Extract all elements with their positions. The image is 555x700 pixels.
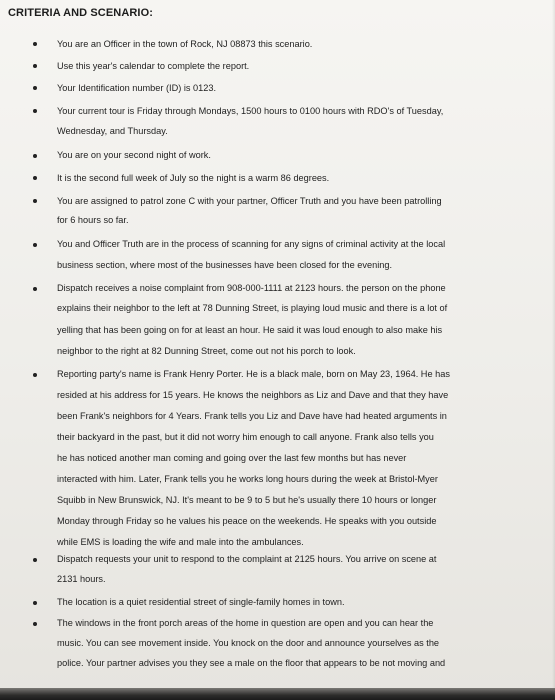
bottom-edge-shadow — [0, 688, 555, 700]
list-item-line: The windows in the front porch areas of the home in question are open and you can hear the — [57, 618, 434, 628]
list-item-line: while EMS is loading the wife and male into the ambulances. — [57, 537, 304, 547]
list-item-line: Wednesday, and Thursday. — [57, 126, 168, 136]
list-item-line: neighbor to the right at 82 Dunning Street, come out not his porch to look. — [57, 346, 356, 356]
list-item-line: The location is a quiet residential street of single-family homes in town. — [57, 597, 345, 607]
bullet-marker — [33, 373, 37, 377]
bullet-marker — [33, 42, 37, 46]
list-item-line: Dispatch receives a noise complaint from 908-000-1111 at 2123 hours. the person on the phone — [57, 283, 446, 293]
bullet-marker — [33, 558, 37, 562]
list-item-line: It is the second full week of July so the night is a warm 86 degrees. — [57, 173, 330, 183]
list-item-line: yelling that has been going on for at least an hour. He said it was loud enough to also make his — [57, 325, 443, 335]
bullet-marker — [33, 622, 37, 626]
list-item-line: Squibb in New Brunswick, NJ. It's meant to be 9 to 5 but he's usually there 10 hours or longer — [57, 495, 437, 505]
list-item-line: You are assigned to patrol zone C with your partner, Officer Truth and you have been patrolling — [57, 196, 442, 206]
list-item-line: been Frank's neighbors for 4 Years. Frank tells you Liz and Dave have had heated arguments in — [57, 411, 447, 421]
list-item-line: explains their neighbor to the left at 78 Dunning Street, is playing loud music and there is a lot of — [57, 303, 448, 313]
list-item-line: Your current tour is Friday through Mondays, 1500 hours to 0100 hours with RDO's of Tuesday, — [57, 106, 444, 116]
list-item-line: Dispatch requests your unit to respond to the complaint at 2125 hours. You arrive on scene at — [57, 554, 437, 564]
bullet-marker — [33, 243, 37, 247]
bullet-marker — [33, 601, 37, 605]
list-item-line: interacted with him. Later, Frank tells you he works long hours during the week at Bristol-Myer — [57, 474, 438, 484]
bullet-marker — [33, 86, 37, 90]
list-item-line: music. You can see movement inside. You knock on the door and announce yourselves as the — [57, 638, 440, 648]
list-item-line: their backyard in the past, but it did not worry him enough to call anyone. Frank also tells you — [57, 432, 434, 442]
list-item-line: Monday through Friday so he values his peace on the weekends. He speaks with you outside — [57, 516, 437, 526]
bullet-marker — [33, 154, 37, 158]
list-item-line: resided at his address for 15 years. He knows the neighbors as Liz and Dave and that they have — [57, 390, 449, 400]
list-item-line: police. Your partner advises you they see a male on the floor that appears to be not moving and — [57, 658, 446, 668]
list-item-line: Your Identification number (ID) is 0123. — [57, 83, 216, 93]
bullet-marker — [33, 199, 37, 203]
list-item-line: business section, where most of the businesses have been closed for the evening. — [57, 260, 393, 270]
list-item-line: You and Officer Truth are in the process of scanning for any signs of criminal activity at the local — [57, 239, 446, 249]
bullet-marker — [33, 176, 37, 180]
list-item-line: Reporting party's name is Frank Henry Porter. He is a black male, born on May 23, 1964. He has — [57, 369, 450, 379]
list-item-line: You are an Officer in the town of Rock, NJ 08873 this scenario. — [57, 39, 313, 49]
page-title: CRITERIA AND SCENARIO: — [8, 7, 153, 19]
bullet-marker — [33, 64, 37, 68]
list-item-line: Use this year's calendar to complete the report. — [57, 61, 250, 71]
list-item-line: 2131 hours. — [57, 574, 106, 584]
bullet-marker — [33, 287, 37, 291]
list-item-line: he has noticed another man coming and going over the last few months but has never — [57, 453, 407, 463]
list-item-line: You are on your second night of work. — [57, 150, 211, 160]
list-item-line: for 6 hours so far. — [57, 215, 129, 225]
bullet-marker — [33, 109, 37, 113]
